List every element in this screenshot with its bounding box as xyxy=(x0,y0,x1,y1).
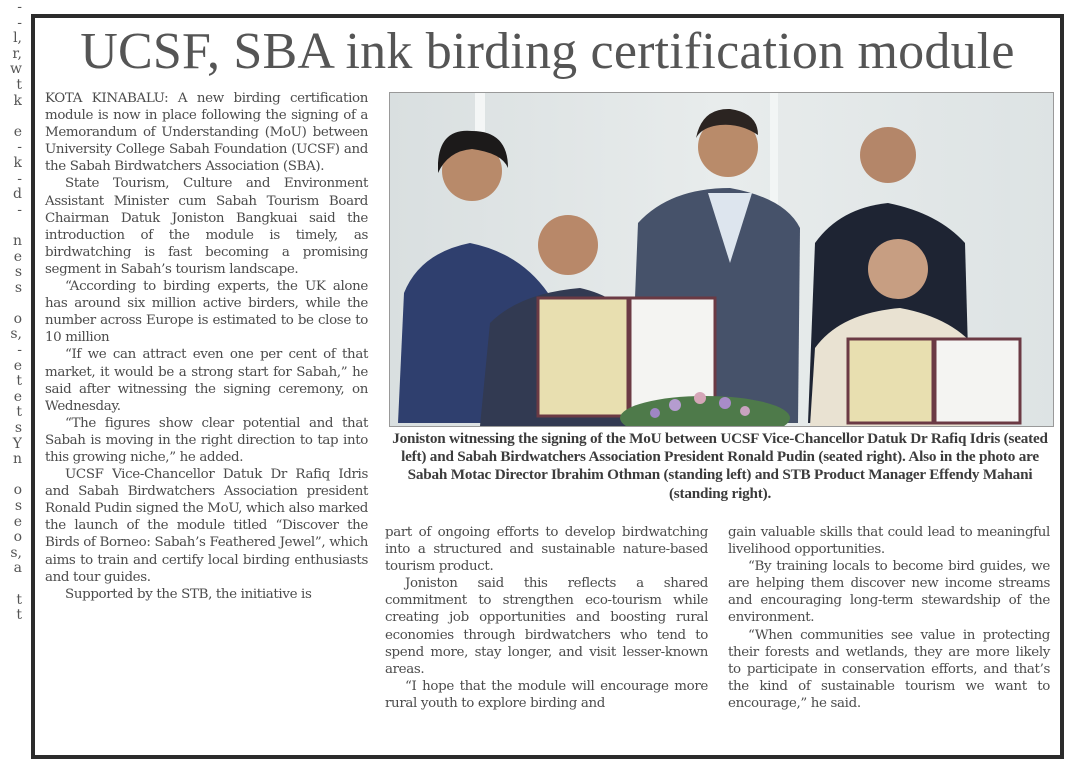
fragment-text: t xyxy=(16,607,22,624)
fragment-text: Y xyxy=(12,435,22,452)
fragment-text: - xyxy=(17,14,22,31)
fragment-text: w xyxy=(10,61,22,78)
fragment-text xyxy=(0,109,22,125)
fragment-text: - xyxy=(17,201,22,218)
fragment-text: s, xyxy=(10,544,22,561)
fragment-text: e xyxy=(13,123,22,140)
photo-illustration xyxy=(390,93,1053,426)
headline: UCSF, SBA ink birding certification module xyxy=(80,23,1015,80)
fragment-text: o xyxy=(13,310,22,327)
article-column-3 xyxy=(728,524,1050,712)
paragraph: “I hope that the module will encourage more rural youth to explore birding and xyxy=(385,678,708,711)
fragment-text: s xyxy=(14,279,22,296)
article-column-1 xyxy=(45,90,368,603)
paragraph: UCSF Vice-Chancellor Datuk Dr Rafiq Idris and Sabah Birdwatchers Association president Ronald Pudin signed the MoU, which also marked the launch of the module titled “Discover the Birds of Borneo: Sabah’s Feathered Jewel”, which aims to train and certify local birding enthusiasts and tour guides. xyxy=(45,467,368,585)
fragment-text: r, xyxy=(12,45,22,62)
fragment-text: e xyxy=(13,513,22,530)
fragment-text: e xyxy=(13,388,22,405)
fragment-text: t xyxy=(16,373,22,390)
fragment-text: - xyxy=(17,170,22,187)
fragment-text: a xyxy=(13,560,22,577)
fragment-text: n xyxy=(12,232,22,249)
paragraph: KOTA KINABALU: A new birding certification module is now in place following the signing of a Memorandum of Understanding (MoU) between University College Sabah Foundation (UCSF) and the Sabah Birdwatchers Association (SBA). xyxy=(45,91,368,175)
fragment-text xyxy=(0,577,22,593)
paragraph: “The figures show clear potential and that Sabah is moving in the right direction to tap into this growing niche,” he added. xyxy=(45,415,368,465)
fragment-text: o xyxy=(13,482,22,499)
fragment-text: k xyxy=(13,92,22,109)
paragraph: Joniston said this reflects a shared commitment to strengthen eco-tourism while creating job opportunities and boosting rural economies through birdwatchers who tend to spend more, stay longer, and visit lesser-known areas. xyxy=(385,576,708,677)
fragment-text: - xyxy=(17,0,22,15)
fragment-text: o xyxy=(13,529,22,546)
paragraph: part of ongoing efforts to develop birdwatching into a structured and sustainable nature-based tourism product. xyxy=(385,525,708,575)
fragment-text xyxy=(0,218,22,234)
fragment-text: s xyxy=(14,498,22,514)
fragment-text: d xyxy=(13,186,22,203)
article-box xyxy=(31,14,1064,759)
paragraph: State Tourism, Culture and Environment Assistant Minister cum Sabah Tourism Board Chairman Datuk Joniston Bangkuai said the introduction of the module is timely, as birdwatching is fast becoming a promising segment in Sabah’s tourism landscape. xyxy=(45,176,368,277)
news-photo xyxy=(389,92,1054,427)
photo-caption: Joniston witnessing the signing of the MoU between UCSF Vice-Chancellor Datuk Dr Rafiq Idris (seated left) and Sabah Birdwatchers Association President Ronald Pudin (seated right). Also in the photo are Sabah Motac Director Ibrahim Othman (standing left) and STB Product Manager Effendy Mahani (standing right). xyxy=(392,430,1048,502)
fragment-text: l, xyxy=(13,30,22,47)
paragraph: Supported by the STB, the initiative is xyxy=(65,586,312,602)
fragment-text: n xyxy=(12,451,22,468)
fragment-text: - xyxy=(17,139,22,156)
fragment-text: e xyxy=(13,357,22,374)
fragment-text xyxy=(0,468,22,484)
paragraph: “According to birding experts, the UK alone has around six million active birders, while the number across Europe is estimated to be close to 10 million xyxy=(45,279,368,346)
article-column-2 xyxy=(385,524,708,712)
fragment-text: k xyxy=(13,154,22,171)
fragment-text: s xyxy=(14,420,22,437)
fragment-text xyxy=(0,296,22,312)
paragraph: “If we can attract even one per cent of that market, it would be a strong start for Sabah,” he said after witnessing the signing ceremony, on Wednesday. xyxy=(45,347,368,414)
fragment-text: s xyxy=(14,264,22,281)
fragment-text: s, xyxy=(10,326,22,343)
paragraph: “By training locals to become bird guides, we are helping them discover new income streams and encouraging long-term stewardship of the environment. xyxy=(728,559,1050,626)
fragment-text: t xyxy=(16,76,22,93)
fragment-text: t xyxy=(16,591,22,608)
adjacent-article-fragment xyxy=(0,0,22,775)
fragment-text: - xyxy=(17,342,22,359)
fragment-text: e xyxy=(13,248,22,265)
fragment-text: t xyxy=(16,404,22,421)
paragraph: “When communities see value in protecting their forests and wetlands, they are more likely to participate in conservation efforts, and that’s the kind of sustainable tourism we want to encourage,” he said. xyxy=(728,627,1050,711)
paragraph: gain valuable skills that could lead to meaningful livelihood opportunities. xyxy=(728,525,1050,558)
